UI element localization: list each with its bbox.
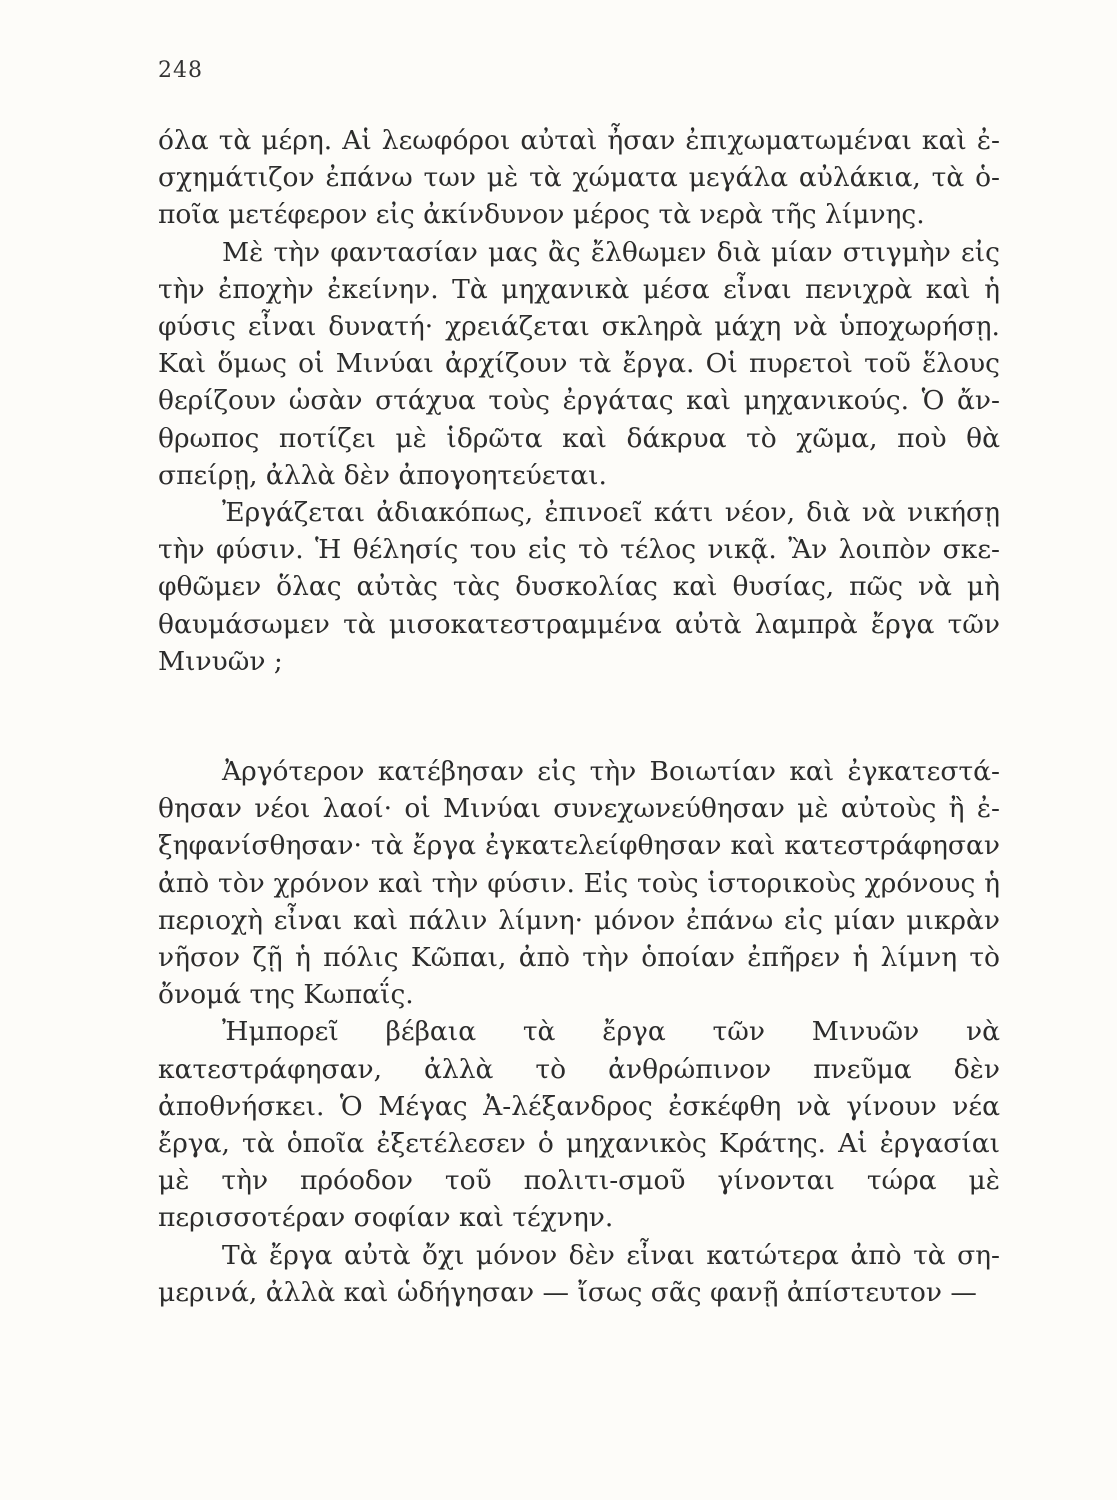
page-number: 248	[158, 58, 203, 83]
paragraph: Ἐργάζεται ἀδιακόπως, ἐπινοεῖ κάτι νέον, διὰ νὰ νικήσῃ τὴν φύσιν. Ἡ θέλησίς του εἰς τὸ τέλος νικᾷ. Ἂν λοιπὸν σκε-φθῶμεν ὅλας αὐτὰς τὰς δυσκολίας καὶ θυσίας, πῶς νὰ μὴ θαυμάσωμεν τὰ μισοκατεστραμμένα αὐτὰ λαμπρὰ ἔργα τῶν Μινυῶν ;	[158, 497, 1000, 677]
paragraph: Ἀργότερον κατέβησαν εἰς τὴν Βοιωτίαν καὶ ἐγκατεστά-θησαν νέοι λαοί· οἱ Μινύαι συνεχωνεύθησαν μὲ αὐτοὺς ἢ ἐ-ξηφανίσθησαν· τὰ ἔργα ἐγκατελείφθησαν καὶ κατεστράφησαν ἀπὸ τὸν χρόνον καὶ τὴν φύσιν. Εἰς τοὺς ἱστορικοὺς χρόνους ἡ περιοχὴ εἶναι καὶ πάλιν λίμνη· μόνον ἐπάνω εἰς μίαν μικρὰν νῆσον ζῇ ἡ πόλις Κῶπαι, ἀπὸ τὴν ὁποίαν ἐπῆρεν ἡ λίμνη τὸ ὄνομά της Κωπαΐς.	[158, 756, 1000, 1011]
page-body	[158, 122, 1000, 1311]
paragraph-continuation: όλα τὰ μέρη. Αἱ λεωφόροι αὐταὶ ἦσαν ἐπιχωματωμέναι καὶ ἐ-σχημάτιζον ἐπάνω των μὲ τὰ χώματα μεγάλα αὐλάκια, τὰ ὁ-ποῖα μετέφερον εἰς ἀκίνδυνον μέρος τὰ νερὰ τῆς λίμνης.	[158, 125, 1000, 231]
section-break	[158, 680, 1000, 753]
paragraph: Ἠμπορεῖ βέβαια τὰ ἔργα τῶν Μινυῶν νὰ κατεστράφησαν, ἀλλὰ τὸ ἀνθρώπινον πνεῦμα δὲν ἀποθνήσκει. Ὁ Μέγας Ἀ-λέξανδρος ἐσκέφθη νὰ γίνουν νέα ἔργα, τὰ ὁποῖα ἐξετέλεσεν ὁ μηχανικὸς Κράτης. Αἱ ἐργασίαι μὲ τὴν πρόοδον τοῦ πολιτι-σμοῦ γίνονται τώρα μὲ περισσοτέραν σοφίαν καὶ τέχνην.	[158, 1016, 1000, 1234]
paragraph: Τὰ ἔργα αὐτὰ ὄχι μόνον δὲν εἶναι κατώτερα ἀπὸ τὰ ση-μερινά, ἀλλὰ καὶ ὡδήγησαν — ἴσως σᾶς φανῇ ἀπίστευτον —	[158, 1239, 1000, 1308]
paragraph: Μὲ τὴν φαντασίαν μας ἂς ἔλθωμεν διὰ μίαν στιγμὴν εἰς τὴν ἐποχὴν ἐκείνην. Τὰ μηχανικὰ μέσα εἶναι πενιχρὰ καὶ ἡ φύσις εἶναι δυνατή· χρειάζεται σκληρὰ μάχη νὰ ὑποχωρήσῃ. Καὶ ὅμως οἱ Μινύαι ἀρχίζουν τὰ ἔργα. Οἱ πυρετοὶ τοῦ ἕλους θερίζουν ὡσὰν στάχυα τοὺς ἐργάτας καὶ μηχανικούς. Ὁ ἄν-θρωπος ποτίζει μὲ ἱδρῶτα καὶ δάκρυα τὸ χῶμα, ποὺ θὰ σπείρῃ, ἀλλὰ δὲν ἀπογοητεύεται.	[158, 236, 1000, 491]
